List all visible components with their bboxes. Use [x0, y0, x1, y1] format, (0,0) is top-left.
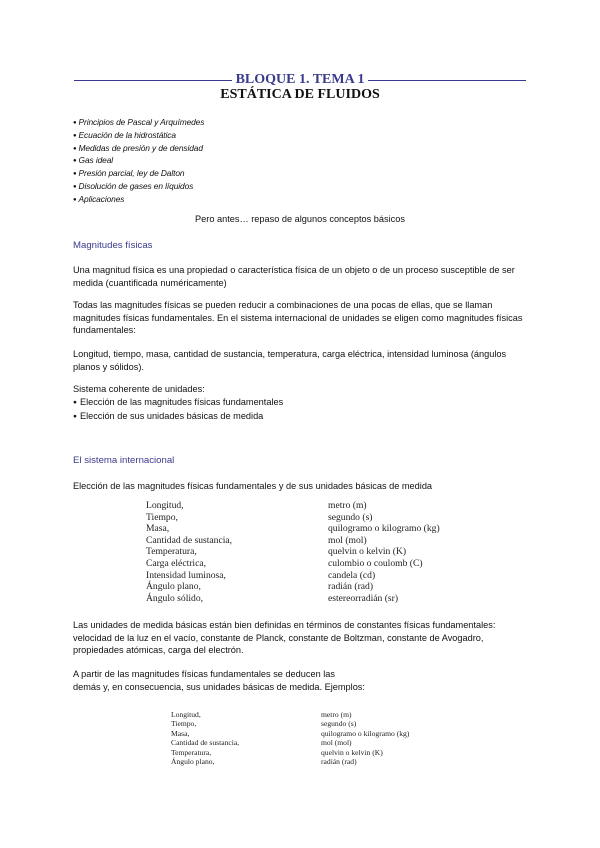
unit-cell: mol (mol)	[321, 738, 352, 748]
table-row	[171, 738, 409, 747]
table-row	[171, 729, 409, 738]
topic-item: ● Medidas de presión y de densidad	[73, 143, 204, 156]
table-row	[171, 710, 409, 719]
magnitude-cell: Ángulo sólido,	[146, 592, 204, 604]
magnitude-cell: Ángulo plano,	[146, 581, 201, 593]
unit-cell: radián (rad)	[321, 757, 357, 767]
topic-item: ● Presión parcial, ley de Dalton	[73, 168, 204, 181]
topic-item: ● Aplicaciones	[73, 194, 204, 207]
unit-cell: quilogramo o kilogramo (kg)	[321, 728, 410, 738]
unit-cell: culombio o coulomb (C)	[328, 557, 423, 569]
text-line: planos y sólidos).	[73, 361, 144, 372]
table-row	[146, 546, 440, 558]
magnitude-cell: Longitud,	[146, 500, 184, 511]
table-row	[171, 748, 409, 757]
list-item: ● Elección de sus unidades básicas de medida	[73, 410, 283, 425]
table-row	[146, 512, 440, 524]
text-line: Longitud, tiempo, masa, cantidad de sustancia, temperatura, carga eléctrica, intensidad luminosa (ángulos	[73, 349, 507, 359]
topic-item: ● Ecuación de la hidrostática	[73, 130, 204, 143]
text-line: Todas las magnitudes físicas se pueden reducir a combinaciones de una pocas de ellas, que se llaman	[73, 300, 493, 310]
paragraph-constants	[73, 619, 495, 657]
magnitude-cell: Ángulo plano,	[171, 757, 215, 767]
intro-line: Pero antes… repaso de algunos conceptos básicos	[195, 214, 405, 224]
magnitude-cell: Longitud,	[171, 710, 201, 719]
paragraph-fundamental	[73, 299, 522, 337]
text-line: Una magnitud física es una propiedad o característica física de un objeto o de un proceso susceptible de ser	[73, 265, 515, 275]
magnitude-cell: Cantidad de sustancia,	[146, 534, 233, 546]
topic-list	[73, 117, 204, 207]
unit-cell: radián (rad)	[328, 581, 374, 593]
unit-cell: candela (cd)	[328, 569, 376, 581]
magnitude-cell: Temperatura,	[146, 546, 197, 558]
magnitude-cell: Carga eléctrica,	[146, 557, 207, 569]
topic-item: ● Disolución de gases en líquidos	[73, 181, 204, 194]
paragraph-derived	[73, 668, 365, 693]
table-row	[146, 570, 440, 582]
magnitude-cell: Temperatura,	[171, 747, 212, 757]
table-row	[146, 535, 440, 547]
table-row	[171, 719, 409, 728]
title-rule-right	[368, 80, 526, 81]
unit-cell: segundo (s)	[328, 511, 373, 523]
si-intro: Elección de las magnitudes físicas fundamentales y de sus unidades básicas de medida	[73, 481, 433, 491]
table-row	[171, 757, 409, 766]
text-line: demás y, en consecuencia, sus unidades básicas de medida. Ejemplos:	[73, 681, 365, 692]
unit-cell: quilogramo o kilogramo (kg)	[328, 523, 440, 535]
text-line: velocidad de la luz en el vacío, constante de Planck, constante de Boltzman, constante de Avogadro,	[73, 632, 484, 643]
units-table-examples	[171, 710, 409, 766]
topic-item: ● Principios de Pascal y Arquímedes	[73, 117, 204, 130]
title-banner	[74, 72, 526, 88]
magnitude-cell: Tiempo,	[146, 511, 178, 523]
heading-si: El sistema internacional	[73, 455, 175, 466]
unit-cell: mol (mol)	[328, 534, 367, 546]
unit-cell: quelvin o kelvin (K)	[321, 747, 383, 757]
heading-magnitudes: Magnitudes físicas	[73, 240, 153, 251]
table-row	[146, 523, 440, 535]
magnitude-cell: Tiempo,	[171, 719, 197, 729]
title-rule-left	[74, 80, 232, 81]
coherent-title: Sistema coherente de unidades:	[73, 384, 205, 394]
unit-cell: metro (m)	[321, 710, 352, 719]
magnitude-cell: Cantidad de sustancia,	[171, 738, 240, 748]
table-row	[146, 558, 440, 570]
paragraph-list-magnitudes	[73, 348, 506, 373]
table-row	[146, 593, 440, 605]
unit-cell: estereorradián (sr)	[328, 592, 399, 604]
table-row	[146, 500, 440, 512]
text-line: propiedades atómicas, carga del electrón.	[73, 645, 244, 655]
subject-title: ESTÁTICA DE FLUIDOS	[220, 87, 380, 102]
topic-item: ● Gas ideal	[73, 155, 204, 168]
magnitude-cell: Intensidad luminosa,	[146, 569, 226, 581]
text-line: magnitudes físicas fundamentales. En el sistema internacional de unidades se eligen como magnitudes físicas	[73, 312, 523, 323]
unit-cell: quelvin o kelvin (K)	[328, 546, 407, 558]
table-row	[146, 581, 440, 593]
coherent-system	[73, 383, 283, 425]
paragraph-definition	[73, 264, 515, 289]
magnitude-cell: Masa,	[146, 523, 170, 535]
list-item: ● Elección de las magnitudes físicas fundamentales	[73, 396, 283, 411]
text-line: fundamentales:	[73, 325, 136, 335]
units-table-fundamental	[146, 500, 440, 604]
block-title: BLOQUE 1. TEMA 1	[235, 72, 365, 87]
text-line: Las unidades de medida básicas están bien definidas en términos de constantes físicas fundamentales:	[73, 620, 496, 630]
text-line: medida (cuantificada numéricamente)	[73, 277, 227, 288]
magnitude-cell: Masa,	[171, 728, 190, 738]
text-line: A partir de las magnitudes físicas fundamentales se deducen las	[73, 669, 335, 679]
unit-cell: segundo (s)	[321, 719, 357, 729]
unit-cell: metro (m)	[328, 500, 367, 511]
